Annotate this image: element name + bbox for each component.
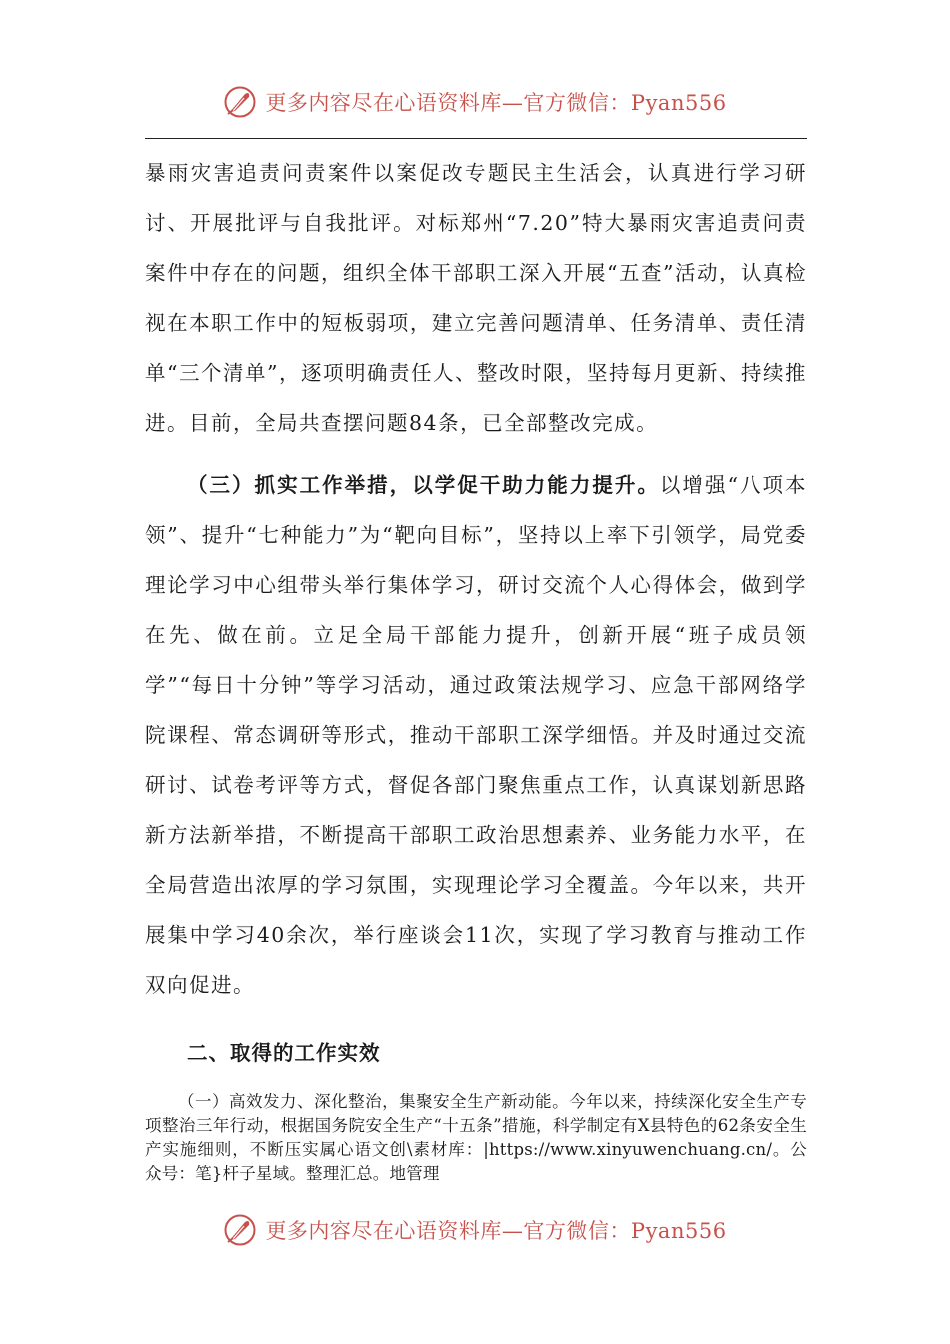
section-heading: 二、取得的工作实效 bbox=[187, 1041, 381, 1065]
footer-banner bbox=[0, 1208, 950, 1252]
quill-logo-icon bbox=[223, 85, 257, 119]
paragraph-3: （一）高效发力、深化整治，集聚安全生产新动能。今年以来，持续深化安全生产专项整治三年行动，根据国务院安全生产“十五条”措施，科学制定有X县特色的62条安全生产实施细则，不断压实属心语文创\素材库：|https://www.xinyuwenchuang.cn/。公众号：笔}杆子星域。整理汇总。地管理 bbox=[145, 1092, 807, 1183]
banner-text: 更多内容尽在心语资料库—官方微信：Pyan556 bbox=[265, 1219, 727, 1243]
paragraph-2-heading: （三）抓实工作举措，以学促干助力能力提升。 bbox=[187, 473, 660, 497]
paragraph-1: 暴雨灾害追责问责案件以案促改专题民主生活会，认真进行学习研讨、开展批评与自我批评。对标郑州“7.20”特大暴雨灾害追责问责案件中存在的问题，组织全体干部职工深入开展“五查”活动，认真检视在本职工作中的短板弱项，建立完善问题清单、任务清单、责任清单“三个清单”，逐项明确责任人、整改时限，坚持每月更新、持续推进。目前，全局共查摆问题84条，已全部整改完成。 bbox=[145, 161, 807, 435]
quill-logo-icon bbox=[223, 1213, 257, 1247]
header-divider bbox=[145, 138, 807, 139]
paragraph-2-body: 以增强“八项本领”、提升“七种能力”为“靶向目标”，坚持以上率下引领学，局党委理论学习中心组带头举行集体学习，研讨交流个人心得体会，做到学在先、做在前。立足全局干部能力提升，创新开展“班子成员领学”“每日十分钟”等学习活动，通过政策法规学习、应急干部网络学院课程、常态调研等形式，推动干部职工深学细悟。并及时通过交流研讨、试卷考评等方式，督促各部门聚焦重点工作，认真谋划新思路新方法新举措，不断提高干部职工政治思想素养、业务能力水平，在全局营造出浓厚的学习氛围，实现理论学习全覆盖。今年以来，共开展集中学习40余次，举行座谈会11次，实现了学习教育与推动工作双向促进。 bbox=[145, 473, 808, 997]
header-banner bbox=[0, 80, 950, 124]
paragraph-2 bbox=[145, 460, 807, 1010]
document-body bbox=[145, 148, 807, 1186]
banner-text: 更多内容尽在心语资料库—官方微信：Pyan556 bbox=[265, 91, 727, 115]
